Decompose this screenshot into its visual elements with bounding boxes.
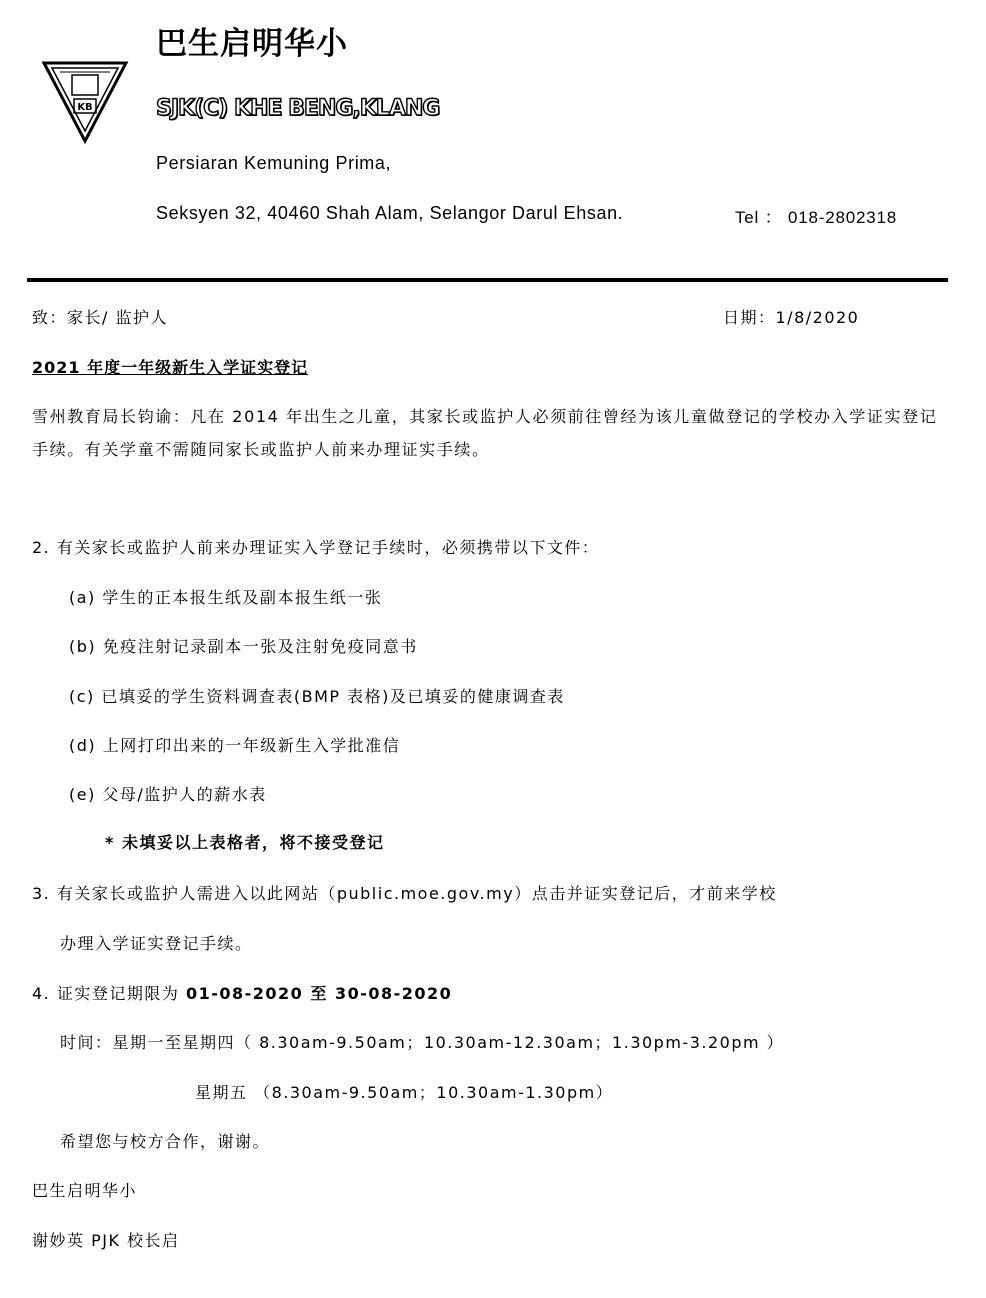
recipient: 致：家长/ 监护人 [32,308,168,327]
document-item-c: (c) 已填妥的学生资料调查表(BMP 表格)及已填妥的健康调查表 [69,687,565,706]
document-item-d: (d) 上网打印出来的一年级新生入学批准信 [69,736,401,755]
time-weekdays: 时间：星期一至星期四（ 8.30am-9.50am；10.30am-12.30am；1.30pm-3.20pm ） [60,1033,785,1052]
registration-period: 01-08-2020 至 30-08-2020 [185,984,453,1003]
address-line-2: Seksyen 32, 40460 Shah Alam, Selangor Darul Ehsan. [156,203,624,223]
item-3-line-1: 3. 有关家长或监护人需进入以此网站（public.moe.gov.my）点击并证实登记后，才前来学校 [32,884,777,903]
item-3-line-2: 办理入学证实登记手续。 [60,934,253,953]
document-item-b: (b) 免疫注射记录副本一张及注射免疫同意书 [69,637,418,656]
address-line-1: Persiaran Kemuning Prima, [156,153,392,173]
document-item-a: (a) 学生的正本报生纸及副本报生纸一张 [69,588,383,607]
school-logo [40,55,130,145]
document-item-e: (e) 父母/监护人的薪水表 [69,785,267,804]
letter-date: 日期：1/8/2020 [723,308,860,327]
letter-subject: 2021 年度一年级新生入学证实登记 [32,358,309,377]
closing-line: 希望您与校方合作，谢谢。 [60,1132,271,1151]
header-divider [27,278,948,282]
item-4-prefix: 4. 证实登记期限为 [32,984,186,1003]
item-2: 2. 有关家长或监护人前来办理证实入学登记手续时，必须携带以下文件： [32,538,600,557]
logo-text: KB [77,102,93,113]
item-4 [32,981,452,1004]
signoff-school: 巴生启明华小 [32,1181,138,1200]
time-friday: 星期五 （8.30am-9.50am；10.30am-1.30pm） [195,1083,614,1102]
school-name-en: SJK(C) KHE BENG,KLANG [156,96,440,121]
intro-paragraph: 雪州教育局长钧谕：凡在 2014 年出生之儿童，其家长或监护人必须前往曾经为该儿童做登记的学校办入学证实登记手续。有关学童不需随同家长或监护人前来办理证实手续。 [32,407,938,459]
warning-note: * 未填妥以上表格者，将不接受登记 [105,833,385,852]
signoff-name: 谢妙英 PJK 校长启 [32,1231,180,1250]
school-name-cn: 巴生启明华小 [156,26,348,62]
telephone: Tel ： 018-2802318 [735,208,897,227]
